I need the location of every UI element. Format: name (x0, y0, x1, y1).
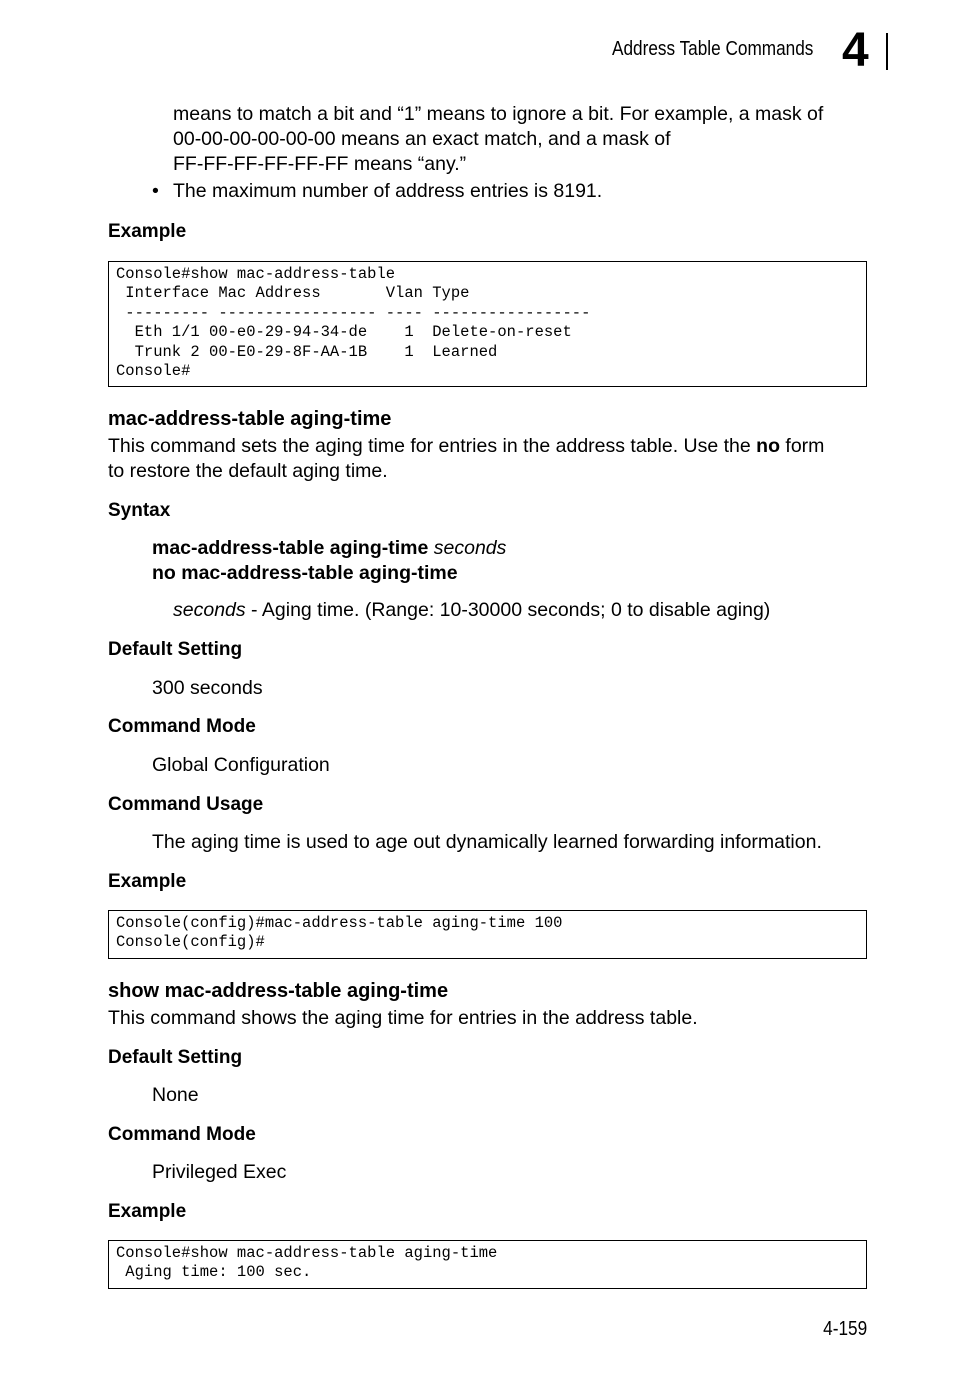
command-usage-text: The aging time is used to age out dynamically learned forwarding information. (152, 831, 822, 853)
code-line: Console#show mac-address-table (116, 265, 396, 283)
intro-line: means to match a bit and “1” means to ignore a bit. For example, a mask of (173, 103, 824, 125)
code-line: --------- ----------------- ---- ----------------- (116, 303, 591, 322)
syntax-block (152, 536, 506, 586)
description-line: to restore the default aging time. (108, 460, 388, 482)
running-header-title: Address Table Commands (612, 38, 814, 60)
page-number: 4-159 (823, 1318, 867, 1340)
command-description: This command shows the aging time for entries in the address table. (108, 1007, 698, 1029)
code-line: Trunk 2 00-E0-29-8F-AA-1B 1 Learned (116, 342, 498, 361)
chapter-divider (886, 33, 888, 70)
code-line: Console# (116, 361, 191, 380)
syntax-heading: Syntax (108, 500, 171, 521)
intro-line: 00-00-00-00-00-00 means an exact match, and a mask of (173, 128, 671, 150)
command-description (108, 434, 824, 484)
syntax-no-line: no mac-address-table aging-time (152, 562, 458, 584)
code-block (108, 1240, 867, 1289)
command-mode-value: Global Configuration (152, 754, 330, 776)
example-heading: Example (108, 871, 187, 892)
parameter-description: seconds - Aging time. (Range: 10-30000 seconds; 0 to disable aging) (173, 599, 771, 621)
code-block (108, 910, 867, 959)
command-title: mac-address-table aging-time (108, 408, 392, 430)
command-title: show mac-address-table aging-time (108, 980, 449, 1002)
description-line: This command sets the aging time for entries in the address table. Use the no form (108, 435, 825, 457)
command-usage-heading: Command Usage (108, 794, 264, 815)
default-setting-value: 300 seconds (152, 677, 263, 699)
code-line: Interface Mac Address Vlan Type (116, 284, 470, 303)
example-heading: Example (108, 1201, 187, 1222)
chapter-number: 4 (842, 24, 869, 77)
syntax-line: mac-address-table aging-time seconds (152, 537, 507, 559)
code-line: Console(config)# (116, 933, 265, 952)
code-block (108, 261, 867, 387)
bullet-dot: • (152, 180, 159, 202)
code-line: Console#show mac-address-table aging-time (116, 1244, 498, 1262)
code-line: Eth 1/1 00-e0-29-94-34-de 1 Delete-on-reset (116, 323, 572, 342)
intro-paragraph (173, 102, 823, 177)
command-mode-heading: Command Mode (108, 716, 256, 737)
command-mode-value: Privileged Exec (152, 1161, 287, 1183)
default-setting-heading: Default Setting (108, 639, 243, 660)
default-setting-value: None (152, 1084, 199, 1106)
command-mode-heading: Command Mode (108, 1124, 256, 1145)
default-setting-heading: Default Setting (108, 1047, 243, 1068)
bullet-text: The maximum number of address entries is 8191. (173, 180, 603, 202)
code-line: Aging time: 100 sec. (116, 1263, 312, 1282)
intro-line: FF-FF-FF-FF-FF-FF means “any.” (173, 153, 467, 175)
bullet-item (152, 180, 603, 203)
example-heading: Example (108, 221, 187, 242)
code-line: Console(config)#mac-address-table aging-time 100 (116, 914, 563, 932)
